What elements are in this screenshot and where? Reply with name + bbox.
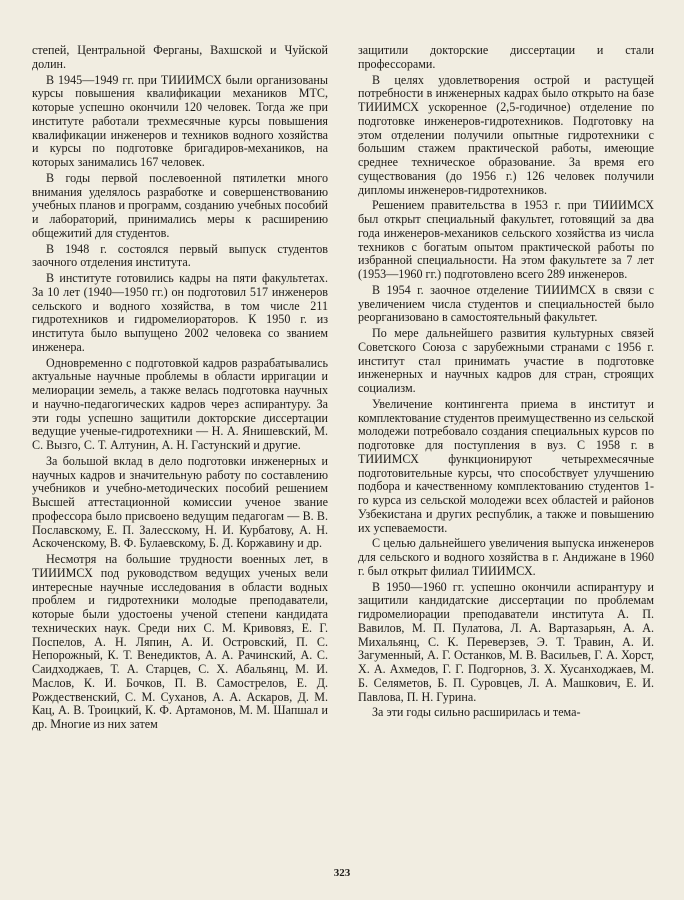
paragraph: Несмотря на большие трудности военных лет, в ТИИИМСХ под руководством ведущих ученых вели интересные научные исследования в области водных проблем и гидротехники молодые преподаватели, которые были удостоены ученой степени кандидата технических наук. Среди них С. М. Кривовяз, Е. Г. Поспелов, А. Н. Ляпин, А. И. Островский, П. С. Непорожный, К. Т. Венедиктов, А. А. Рачинский, А. С. Саидходжаев, Т. А. Старцев, С. Х. Абальянц, М. И. Маслов, К. И. Бочков, П. В. Самострелов, Е. Д. Рождественский, С. М. Суханов, А. А. Аскаров, Д. М. Кац, А. В. Троицкий, К. Ф. Артамонов, М. М. Шапшал и др. Многие из них затем	[32, 552, 328, 731]
right-column	[358, 44, 654, 722]
paragraph: В 1945—1949 гг. при ТИИИМСХ были организованы курсы повышения квалификации механиков МТС, которые успешно окончили 120 человек. Тогда же при институте работали трехмесячные курсы повышения квалификации инженеров и техников водного хозяйства и курсы по подготовке бригадиров-механиков, на которых занимались 167 человек.	[32, 72, 328, 169]
paragraph: В целях удовлетворения острой и растущей потребности в инженерных кадрах было открыто на базе ТИИИМСХ ускоренное (2,5-годичное) отделение по подготовке инженеров-гидротехников. Подготовку на этом отделении получили опытные гидротехники с большим стажем практической работы, имеющие среднее техническое образование. За время его существования (до 1956 г.) 126 человек получили дипломы инженеров-гидротехников.	[358, 72, 654, 197]
paragraph: За эти годы сильно расширилась и тема-	[372, 705, 581, 720]
page-number: 323	[333, 867, 351, 879]
paragraph: защитили докторские диссертации и стали профессорами.	[358, 43, 654, 71]
paragraph: В 1950—1960 гг. успешно окончили аспирантуру и защитили кандидатские диссертации по проблемам гидромелиорации преподаватели института А. П. Вавилов, М. П. Пулатова, Л. А. Вартазарьян, А. А. Михальянц, С. К. Переверзев, Э. Т. Травин, А. И. Загуменный, А. Г. Останков, М. В. Васильев, Г. А. Хорст, Х. А. Ахмедов, Г. Г. Подгорнов, З. Х. Хусанходжаев, М. Б. Селяметов, Б. П. Суровцев, Л. А. Машкович, Е. И. Павлова, П. Н. Гурина.	[358, 579, 654, 704]
paragraph: С целью дальнейшего увеличения выпуска инженеров для сельского и водного хозяйства в г. Андижане в 1960 г. был открыт филиал ТИИИМСХ.	[358, 536, 654, 578]
paragraph: Одновременно с подготовкой кадров разрабатывались актуальные научные проблемы в области ирригации и мелиорации земель, а также велась подготовка научных и научно-педагогических кадров через аспирантуру. За эти годы успешно защитили докторские диссертации ведущие ученые-гидротехники — Н. А. Янишевский, М. С. Вызго, С. Т. Алтунин, А. Н. Гастунский и другие.	[32, 355, 328, 452]
paragraph: степей, Центральной Ферганы, Вахшской и Чуйской долин.	[32, 43, 328, 71]
paragraph: В 1954 г. заочное отделение ТИИИМСХ в связи с увеличением числа студентов и специальностей было реорганизовано в самостоятельный факультет.	[358, 282, 654, 325]
paragraph: В институте готовились кадры на пяти факультетах. За 10 лет (1940—1950 гг.) он подготовил 517 инженеров сельского и водного хозяйства, в том числе 211 гидротехников и гидромелиораторов. К 1950 г. из института было выпущено 2002 человека со званием инженера.	[32, 271, 328, 354]
paragraph: За большой вклад в дело подготовки инженерных и научных кадров и значительную работу по составлению учебников и учебно-методических пособий решением Высшей аттестационной комиссии ученое звание профессора было присвоено ведущим педагогам — В. В. Пославскому, Е. П. Залесскому, Н. И. Курбатову, А. Н. Аскоченскому, В. Ф. Булаевскому, Б. Д. Коржавину и др.	[32, 453, 328, 551]
paragraph: В годы первой послевоенной пятилетки много внимания уделялось разработке и совершенствованию учебных планов и программ, созданию учебных пособий и лабораторий, принимались меры к расширению общежитий для студентов.	[32, 170, 328, 240]
left-column	[32, 44, 328, 734]
paragraph: По мере дальнейшего развития культурных связей Советского Союза с зарубежными странами с 1956 г. институт стал принимать участие в подготовке инженерных и научных кадров для стран, строящих социализм.	[358, 326, 654, 395]
paragraph: В 1948 г. состоялся первый выпуск студентов заочного отделения института.	[32, 241, 328, 270]
paragraph: Решением правительства в 1953 г. при ТИИИМСХ был открыт специальный факультет, готовящий за два года инженеров-механиков сельского хозяйства из числа техников с богатым опытом практической работы по избранной специальности. На этом факультете за 7 лет (1953—1960 гг.) подготовлено всего 289 инженеров.	[358, 198, 654, 281]
paragraph: Увеличение контингента приема в институт и комплектование студентов преимущественно из сельской молодежи потребовало создания специальных курсов по подготовке для поступления в вуз. С 1958 г. в ТИИИМСХ функционируют четырехмесячные подготовительные курсы, что способствует улучшению подбора и качественному комплектованию студентов 1-го курса из сельской молодежи всех областей и районов Узбекистана и других республик, а также и повышению их успеваемости.	[358, 396, 654, 535]
